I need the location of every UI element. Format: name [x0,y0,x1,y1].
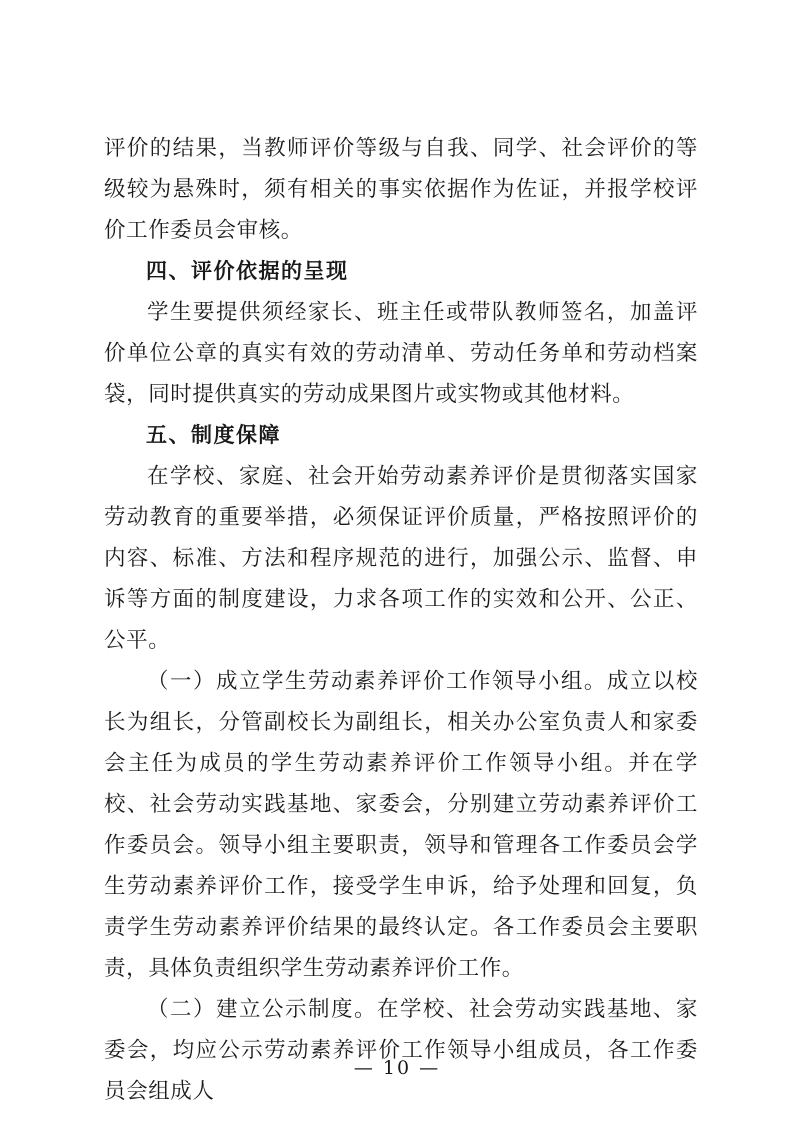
paragraph-item-two: （二）建立公示制度。在学校、社会劳动实践基地、家委会，均应公示劳动素养评价工作领导小组成员，各工作委员会组成人 [104,997,698,1104]
document-body [104,128,698,1112]
section-heading-five: 五、制度保障 [146,423,281,447]
paragraph-item-one: （一）成立学生劳动素养评价工作领导小组。成立以校长为组长，分管副校长为副组长，相关办公室负责人和家委会主任为成员的学生劳动素养评价工作领导小组。并在学校、社会劳动实践基地、家委会，分别建立劳动素养评价工作委员会。领导小组主要职责，领导和管理各工作委员会学生劳动素养评价工作，接受学生申诉，给予处理和回复，负责学生劳动素养评价结果的最终认定。各工作委员会主要职责，具体负责组织学生劳动素养评价工作。 [104,669,698,981]
paragraph-continuation: 评价的结果，当教师评价等级与自我、同学、社会评价的等级较为悬殊时，须有相关的事实依据作为佐证，并报学校评价工作委员会审核。 [104,136,698,243]
paragraph-evidence-presentation: 学生要提供须经家长、班主任或带队教师签名，加盖评价单位公章的真实有效的劳动清单、劳动任务单和劳动档案袋，同时提供真实的劳动成果图片或实物或其他材料。 [104,300,698,407]
page-number: — 10 — [353,1057,441,1079]
paragraph-system-guarantee: 在学校、家庭、社会开始劳动素养评价是贯彻落实国家劳动教育的重要举措，必须保证评价质量，严格按照评价的内容、标准、方法和程序规范的进行，加强公示、监督、申诉等方面的制度建设，力求各项工作的实效和公开、公正、公平。 [104,464,698,653]
section-heading-four: 四、评价依据的呈现 [146,259,349,283]
